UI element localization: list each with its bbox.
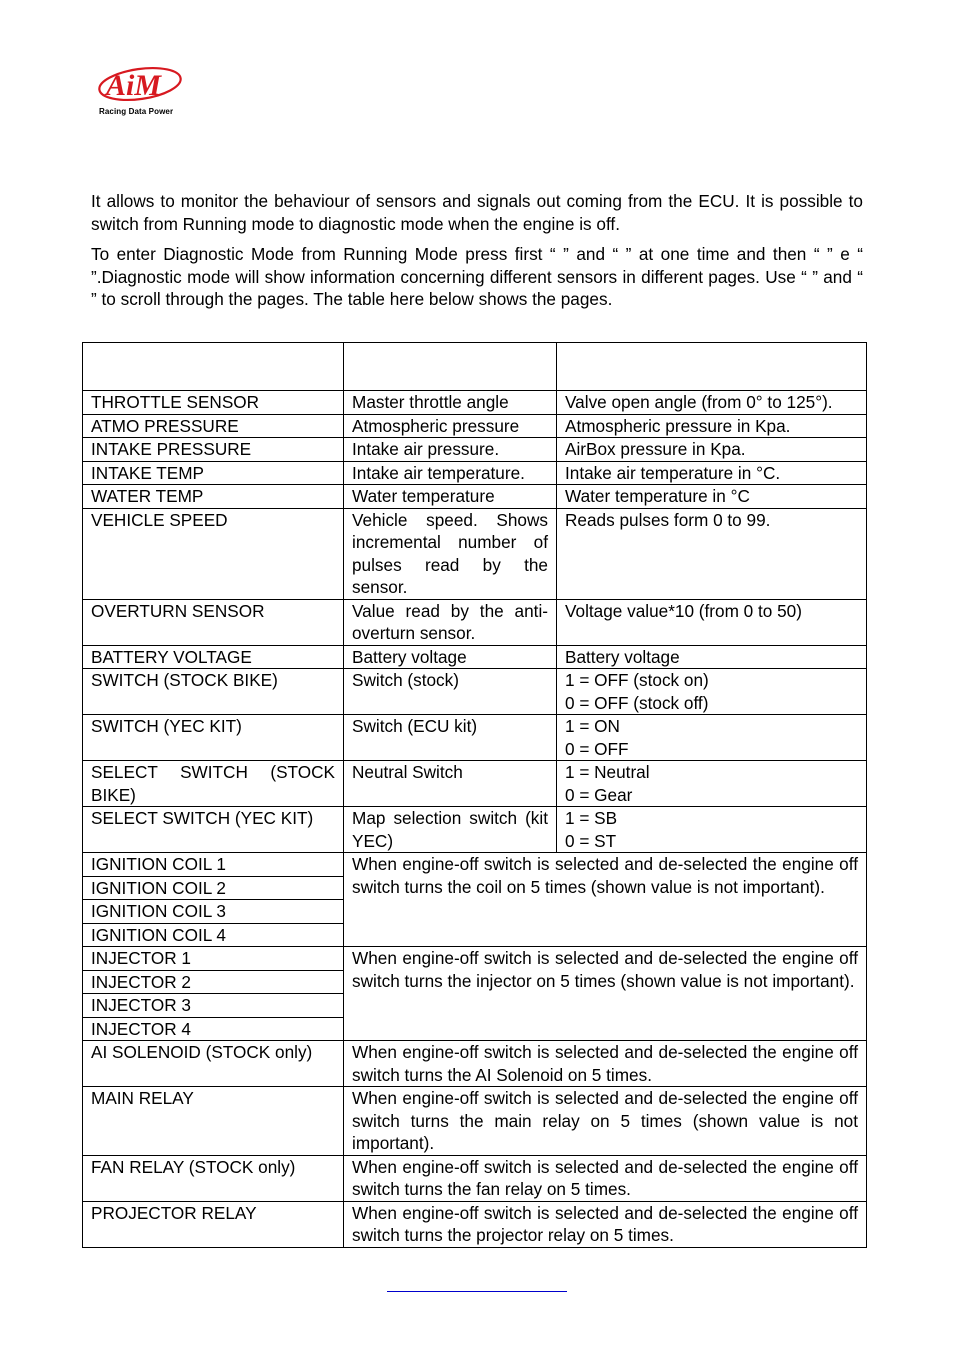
sensor-name: SWITCH (YEC KIT) [83, 715, 344, 761]
sensor-function: Value read by the anti-overturn sensor. [344, 599, 557, 645]
coil-name: IGNITION COIL 4 [83, 923, 344, 947]
injector-description: When engine-off switch is selected and de-selected the engine off switch turns the injector on 5 times (shown value is not important). [344, 947, 867, 1041]
sensor-function: Water temperature [344, 485, 557, 509]
relay-description: When engine-off switch is selected and de-selected the engine off switch turns the AI Solenoid on 5 times. [344, 1041, 867, 1087]
injector-name: INJECTOR 3 [83, 994, 344, 1018]
header-cell [557, 343, 867, 391]
relay-name: MAIN RELAY [83, 1087, 344, 1156]
table-row [83, 414, 867, 438]
sensor-value: Battery voltage [557, 645, 867, 669]
value-line: 0 = OFF [565, 738, 629, 759]
sensor-name: INTAKE PRESSURE [83, 438, 344, 462]
table-row [83, 853, 867, 877]
sensor-value [557, 669, 867, 715]
table-row [83, 1041, 867, 1087]
table-header-row [83, 343, 867, 391]
value-line: 1 = ON [565, 716, 620, 736]
sensor-name: WATER TEMP [83, 485, 344, 509]
sensor-function: Intake air temperature. [344, 461, 557, 485]
logo-text: AiM [106, 69, 162, 102]
sensor-function: Battery voltage [344, 645, 557, 669]
table-row [83, 715, 867, 761]
sensor-value [557, 761, 867, 807]
sensor-value: Intake air temperature in °C. [557, 461, 867, 485]
sensor-name: INTAKE TEMP [83, 461, 344, 485]
footer-link[interactable] [387, 1291, 567, 1292]
table-row [83, 438, 867, 462]
sensor-value [557, 807, 867, 853]
sensor-name: BATTERY VOLTAGE [83, 645, 344, 669]
intro-paragraph-1: It allows to monitor the behaviour of sensors and signals out coming from the ECU. It is possible to switch from Running mode to diagnostic mode when the engine is off. [91, 191, 863, 234]
table-row [83, 461, 867, 485]
table-row [83, 391, 867, 415]
sensor-function: Neutral Switch [344, 761, 557, 807]
relay-name: PROJECTOR RELAY [83, 1201, 344, 1247]
table-row [83, 807, 867, 853]
sensor-function: Master throttle angle [344, 391, 557, 415]
relay-description: When engine-off switch is selected and de-selected the engine off switch turns the projector relay on 5 times. [344, 1201, 867, 1247]
sensor-value: Valve open angle (from 0° to 125°). [557, 391, 867, 415]
relay-description: When engine-off switch is selected and de-selected the engine off switch turns the main relay on 5 times (shown value is not important). [344, 1087, 867, 1156]
coil-name: IGNITION COIL 3 [83, 900, 344, 924]
relay-name: FAN RELAY (STOCK only) [83, 1155, 344, 1201]
sensor-function: Switch (stock) [344, 669, 557, 715]
value-line: 0 = ST [565, 830, 617, 851]
value-line: 1 = OFF (stock on) [565, 670, 709, 690]
sensor-function: Map selection switch (kit YEC) [344, 807, 557, 853]
value-line: 0 = Gear [565, 784, 633, 805]
injector-name: INJECTOR 2 [83, 970, 344, 994]
header-cell [83, 343, 344, 391]
table-row [83, 508, 867, 599]
sensor-name: OVERTURN SENSOR [83, 599, 344, 645]
logo-tagline: Racing Data Power [99, 107, 174, 116]
coil-name: IGNITION COIL 1 [83, 853, 344, 877]
header-cell [344, 343, 557, 391]
sensor-value: Reads pulses form 0 to 99. [557, 508, 867, 599]
sensor-value: Voltage value*10 (from 0 to 50) [557, 599, 867, 645]
table-row [83, 485, 867, 509]
table-row [83, 645, 867, 669]
coil-name: IGNITION COIL 2 [83, 876, 344, 900]
injector-name: INJECTOR 4 [83, 1017, 344, 1041]
table-row [83, 1155, 867, 1201]
diagnostic-pages-table [82, 342, 867, 1248]
table-row [83, 1201, 867, 1247]
sensor-value: Water temperature in °C [557, 485, 867, 509]
injector-name: INJECTOR 1 [83, 947, 344, 971]
intro-paragraph-2: To enter Diagnostic Mode from Running Mode press first “ ” and “ ” at one time and then “ ” e “ ”.Diagnostic mode will show information concerning different sensors in different pages. Use “ ” and “ ” to scroll through the pages. The table here below shows the pages. [91, 244, 863, 309]
relay-description: When engine-off switch is selected and de-selected the engine off switch turns the fan relay on 5 times. [344, 1155, 867, 1201]
sensor-function: Vehicle speed. Shows incremental number of pulses read by the sensor. [344, 508, 557, 599]
table-row [83, 1087, 867, 1156]
table-row [83, 761, 867, 807]
sensor-function: Switch (ECU kit) [344, 715, 557, 761]
sensor-value: AirBox pressure in Kpa. [557, 438, 867, 462]
table-row [83, 947, 867, 971]
value-line: 1 = SB [565, 808, 618, 828]
sensor-name: THROTTLE SENSOR [83, 391, 344, 415]
sensor-value: Atmospheric pressure in Kpa. [557, 414, 867, 438]
value-line: 0 = OFF (stock off) [565, 692, 709, 713]
sensor-name: SELECT SWITCH (YEC KIT) [83, 807, 344, 853]
relay-name: AI SOLENOID (STOCK only) [83, 1041, 344, 1087]
sensor-function: Atmospheric pressure [344, 414, 557, 438]
sensor-name: VEHICLE SPEED [83, 508, 344, 599]
sensor-value [557, 715, 867, 761]
coil-description: When engine-off switch is selected and de-selected the engine off switch turns the coil on 5 times (shown value is not important). [344, 853, 867, 947]
sensor-name: SWITCH (STOCK BIKE) [83, 669, 344, 715]
table-row [83, 599, 867, 645]
value-line: 1 = Neutral [565, 762, 650, 782]
sensor-name: ATMO PRESSURE [83, 414, 344, 438]
table-row [83, 669, 867, 715]
sensor-name: SELECT SWITCH (STOCK BIKE) [83, 761, 344, 807]
sensor-function: Intake air pressure. [344, 438, 557, 462]
